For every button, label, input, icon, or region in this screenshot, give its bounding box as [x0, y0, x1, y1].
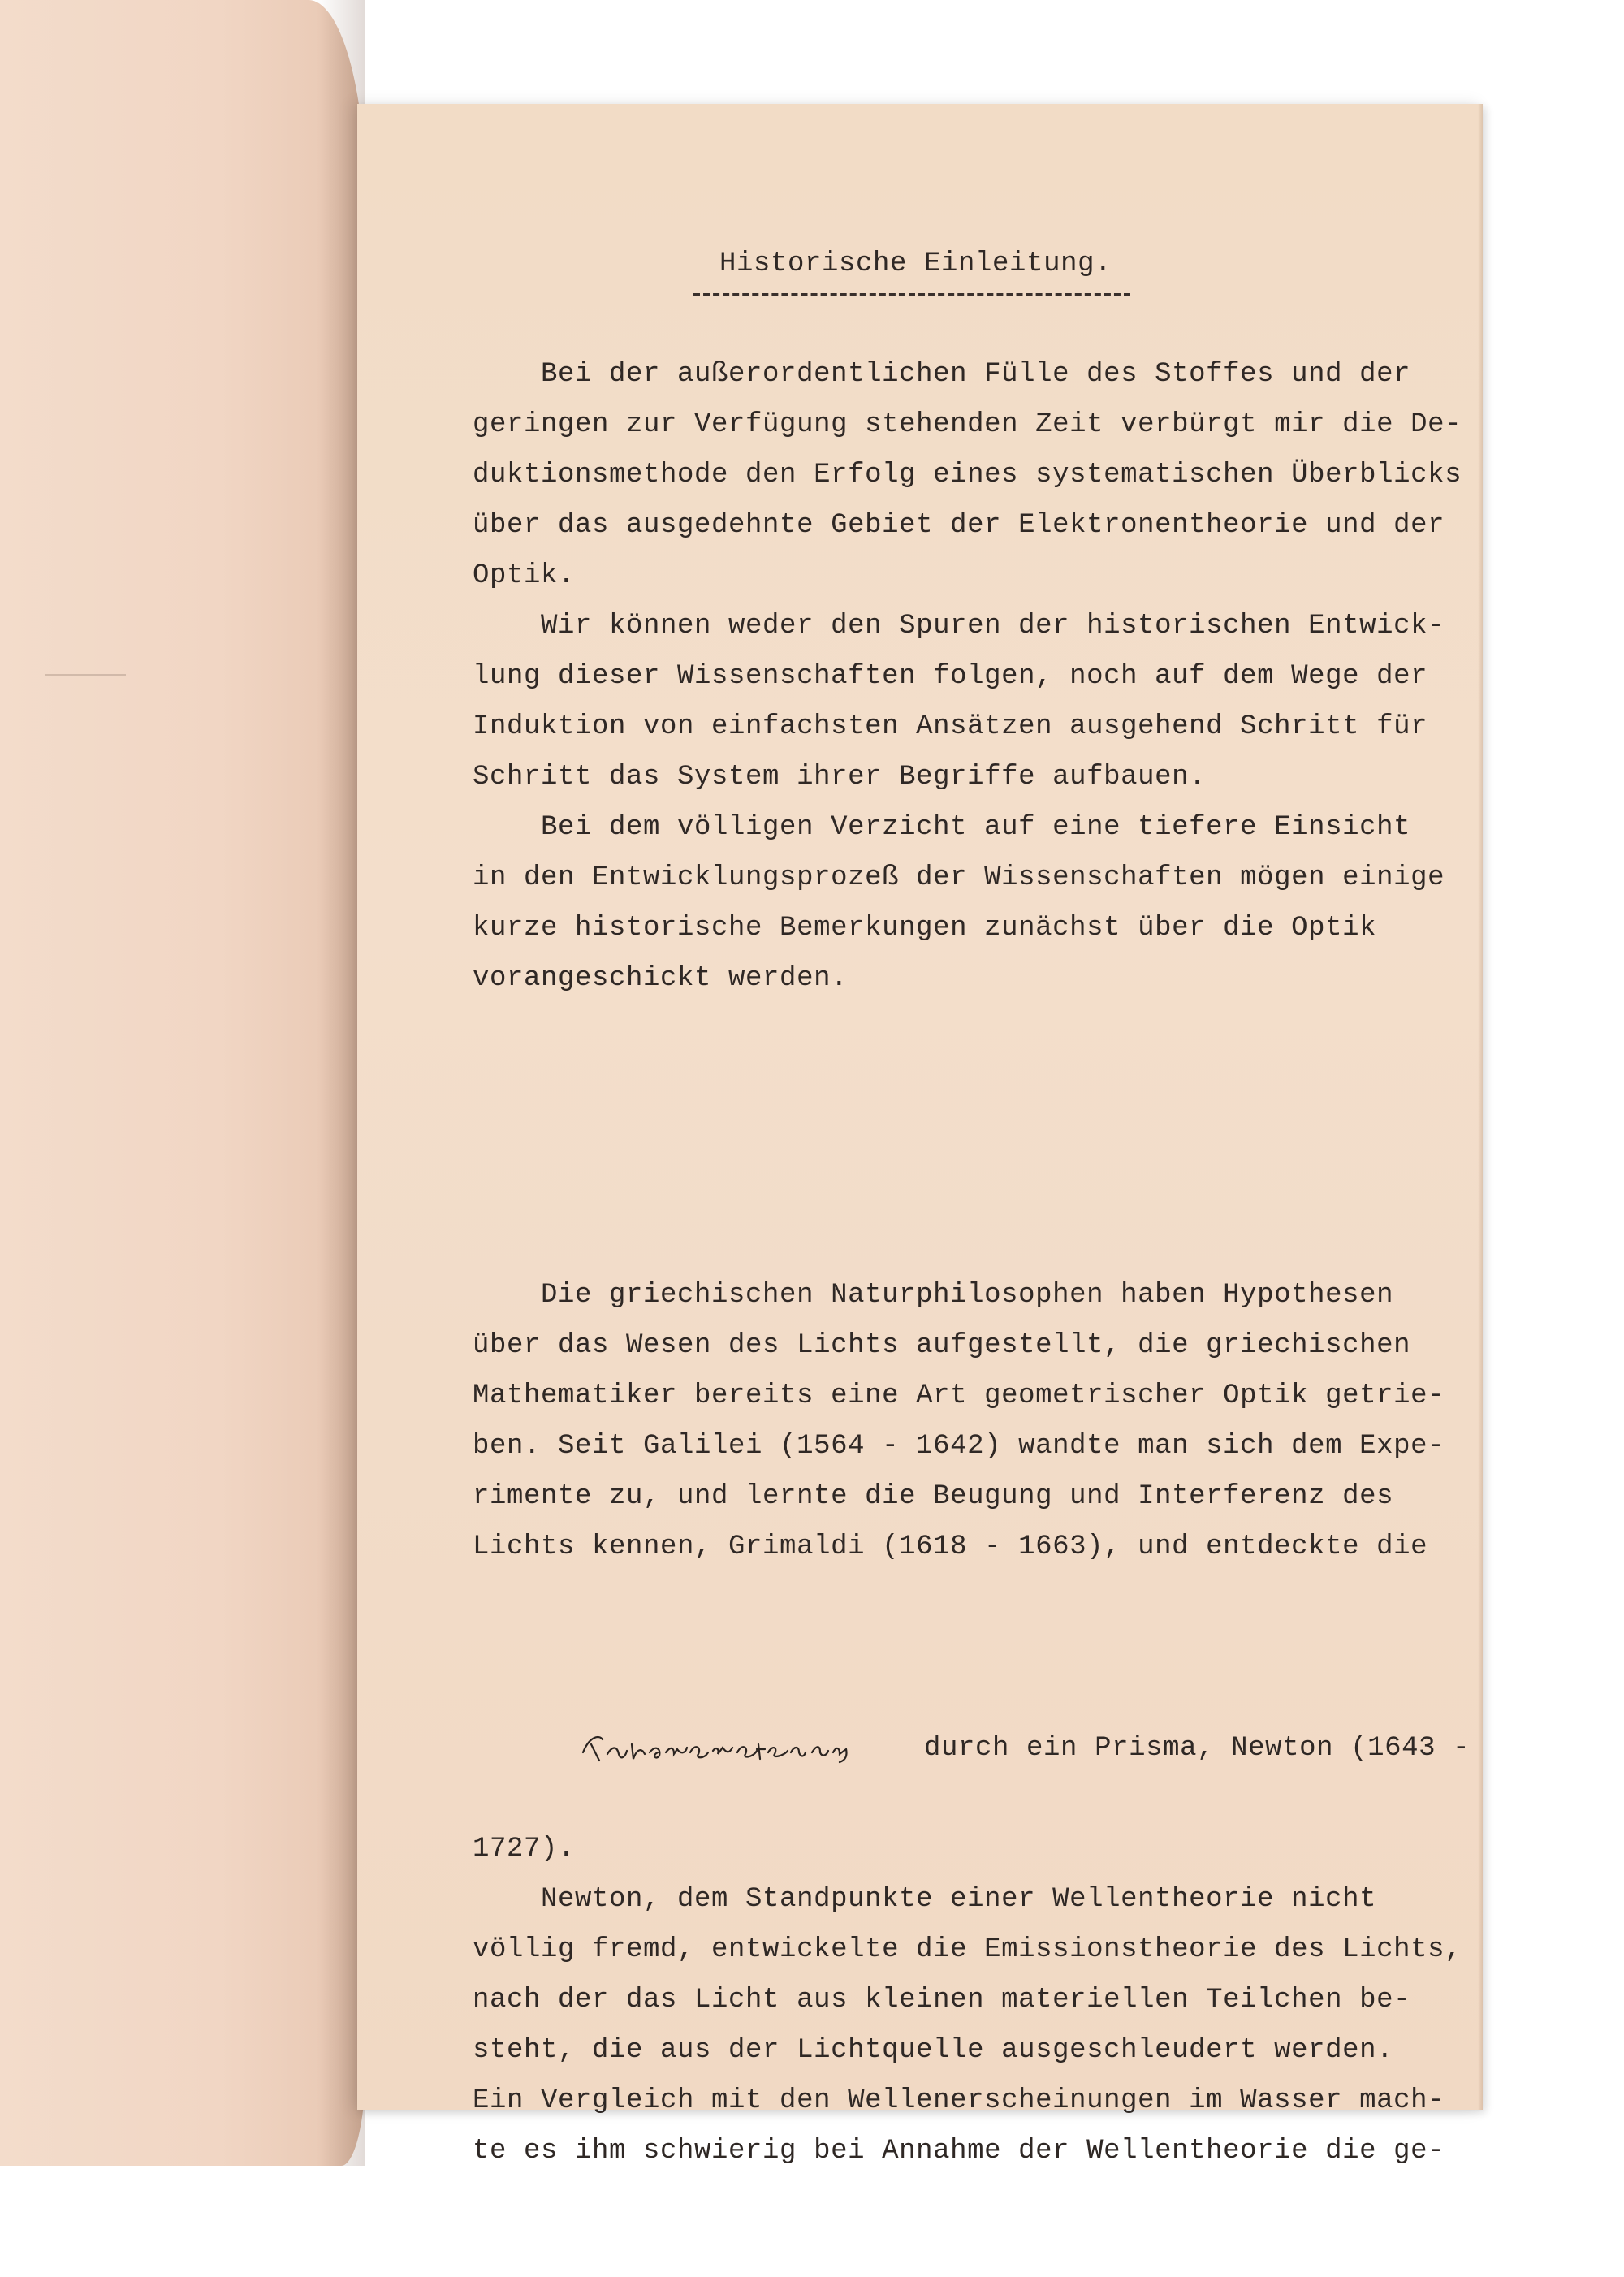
text-line: steht, die aus der Lichtquelle ausgeschleudert werden. [473, 2035, 1394, 2066]
handwritten-word [575, 1728, 924, 1767]
line-suffix-text: durch ein Prisma, Newton (1643 - [924, 1733, 1471, 1764]
left-page-rule [45, 674, 126, 676]
text-line: Bei dem völligen Verzicht auf eine tiefere Einsicht [473, 812, 1411, 843]
text-line: Die griechischen Naturphilosophen haben Hypothesen [473, 1280, 1394, 1311]
text-line: ben. Seit Galilei (1564 - 1642) wandte man sich dem Expe- [473, 1431, 1445, 1462]
text-line: über das ausgedehnte Gebiet der Elektronentheorie und der [473, 510, 1445, 541]
show-through-text [0, 24, 349, 594]
text-line: vorangeschickt werden. [473, 963, 849, 994]
handwritten-line [473, 1673, 1471, 1764]
text-line: Optik. [473, 560, 576, 591]
text-line: geringen zur Verfügung stehenden Zeit verbürgt mir die De- [473, 409, 1462, 440]
page-title: Historische Einleitung. [719, 248, 1112, 279]
text-line: Lichts kennen, Grimaldi (1618 - 1663), und entdeckte die [473, 1532, 1428, 1562]
text-line: kurze historische Bemerkungen zunächst über die Optik [473, 913, 1377, 944]
text-line: Schritt das System ihrer Begriffe aufbauen. [473, 762, 1207, 793]
text-line: Bei der außerordentlichen Fülle des Stoffes und der [473, 359, 1411, 390]
text-line: duktionsmethode den Erfolg eines systematischen Überblicks [473, 460, 1462, 490]
text-line: Ein Vergleich mit den Wellenerscheinungen im Wasser mach- [473, 2085, 1445, 2116]
text-line: Newton, dem Standpunkte einer Wellentheorie nicht [473, 1884, 1377, 1915]
section-history [473, 1169, 1471, 2277]
text-line: über das Wesen des Lichts aufgestellt, die griechischen [473, 1330, 1411, 1361]
text-line: völlig fremd, entwickelte die Emissionstheorie des Lichts, [473, 1934, 1462, 1965]
text-line: te es ihm schwierig bei Annahme der Wellentheorie die ge- [473, 2136, 1445, 2167]
text-line: lung dieser Wissenschaften folgen, noch auf dem Wege der [473, 661, 1428, 692]
text-line: rimente zu, und lernte die Beugung und Interferenz des [473, 1481, 1394, 1512]
typewritten-page [357, 104, 1483, 2167]
text-line: in den Entwicklungsprozeß der Wissenschaften mögen einige [473, 862, 1445, 893]
title-underline [693, 293, 1130, 296]
text-line: 1727). [473, 1834, 576, 1864]
page-edge-shadow [1478, 104, 1483, 2110]
text-line: nach der das Licht aus kleinen materiellen Teilchen be- [473, 1985, 1411, 2016]
left-facing-page [0, 0, 365, 2166]
text-line: Mathematiker bereits eine Art geometrischer Optik getrie- [473, 1380, 1445, 1411]
text-line: Induktion von einfachsten Ansätzen ausgehend Schritt für [473, 711, 1428, 742]
text-line: Wir können weder den Spuren der historischen Entwick- [473, 611, 1445, 642]
section-intro [473, 349, 1462, 1004]
